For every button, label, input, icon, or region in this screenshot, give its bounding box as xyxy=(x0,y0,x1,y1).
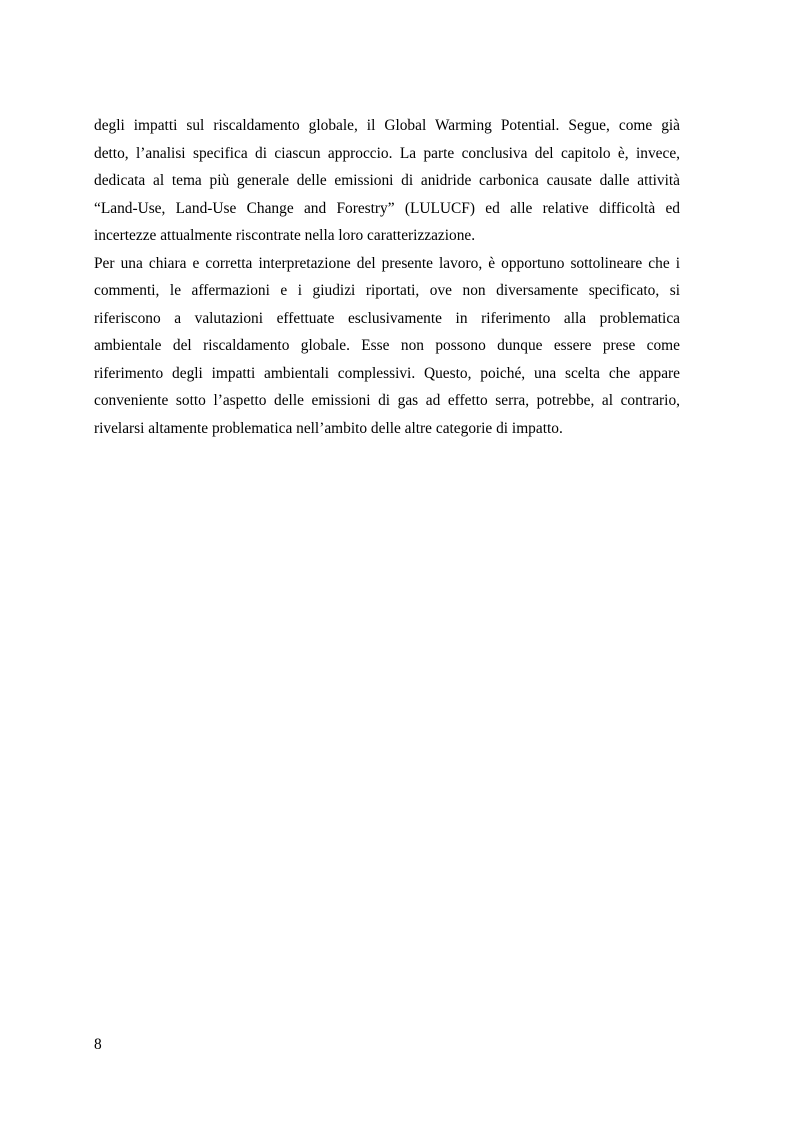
page-number: 8 xyxy=(94,1036,102,1053)
paragraph-line: incertezze attualmente riscontrate nella loro caratterizzazione. xyxy=(94,227,476,244)
paragraph-line: Per una chiara e corretta interpretazione del presente lavoro, è opportuno sottolineare che i xyxy=(94,254,680,272)
paragraph-line: degli impatti sul riscaldamento globale, il Global Warming Potential. Segue, come già xyxy=(94,117,680,134)
paragraph-line: rivelarsi altamente problematica nell’ambito delle altre categorie di impatto. xyxy=(94,419,563,437)
paragraph-line: riferimento degli impatti ambientali complessivi. Questo, poiché, una scelta che appare xyxy=(94,364,680,382)
paragraph-line: ambientale del riscaldamento globale. Esse non possono dunque essere prese come xyxy=(94,337,680,354)
paragraph-line: detto, l’analisi specifica di ciascun approccio. La parte conclusiva del capitolo è, invece, xyxy=(94,144,680,162)
body-text xyxy=(94,112,680,442)
paragraph-line: riferiscono a valutazioni effettuate esclusivamente in riferimento alla problematica xyxy=(94,309,680,327)
paragraph-line: dedicata al tema più generale delle emissioni di anidride carbonica causate dalle attività xyxy=(94,172,680,189)
paragraph-1 xyxy=(94,112,680,250)
paragraph-line: conveniente sotto l’aspetto delle emissioni di gas ad effetto serra, potrebbe, al contrario, xyxy=(94,392,680,409)
paragraph-2 xyxy=(94,250,680,443)
paragraph-line: commenti, le affermazioni e i giudizi riportati, ove non diversamente specificato, si xyxy=(94,282,680,299)
paragraph-line: “Land-Use, Land-Use Change and Forestry” (LULUCF) ed alle relative difficoltà ed xyxy=(94,199,680,217)
